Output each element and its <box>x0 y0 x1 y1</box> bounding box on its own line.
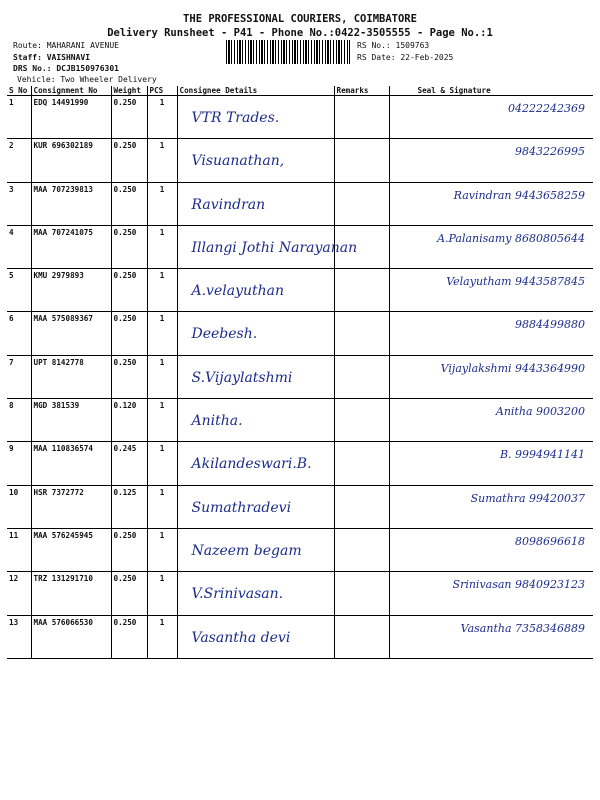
row-weight: 0.250 <box>111 269 147 312</box>
table-row <box>7 96 593 139</box>
row-consignment-no: EDQ 14491990 <box>31 96 111 139</box>
row-pcs: 1 <box>147 442 177 485</box>
row-consignee-cell <box>177 225 358 268</box>
table-row <box>7 139 593 182</box>
table-row <box>7 312 593 355</box>
drs-info: DRS No.: DCJB150976301 <box>13 64 119 73</box>
row-signature-cell <box>389 399 593 442</box>
row-pcs: 1 <box>147 139 177 182</box>
header-weight: Weight <box>111 86 147 96</box>
row-consignee-handwriting: Deebesh. <box>191 326 258 343</box>
row-pcs: 1 <box>147 528 177 571</box>
header-consignee: Consignee Details <box>177 86 334 96</box>
row-consignee-cell <box>177 528 334 571</box>
table-row <box>7 399 593 442</box>
row-signature-handwriting: Vijaylakshmi 9443364990 <box>440 361 585 375</box>
table-header-row <box>7 86 593 96</box>
row-signature-cell <box>389 572 593 615</box>
row-consignee-cell <box>177 139 334 182</box>
row-remarks <box>334 182 389 225</box>
row-remarks <box>334 572 389 615</box>
row-consignee-cell <box>177 182 334 225</box>
row-consignment-no: MAA 707239813 <box>31 182 111 225</box>
row-consignee-cell <box>177 485 334 528</box>
row-signature-cell <box>389 355 593 398</box>
row-pcs: 1 <box>147 485 177 528</box>
row-remarks <box>334 615 389 658</box>
table-row <box>7 355 593 398</box>
row-pcs: 1 <box>147 96 177 139</box>
table-row <box>7 485 593 528</box>
row-sno: 3 <box>7 182 31 225</box>
row-sno: 4 <box>7 225 31 268</box>
runsheet-subtitle: Delivery Runsheet - P41 - Phone No.:0422-3505555 - Page No.:1 <box>107 27 493 39</box>
row-weight: 0.250 <box>111 225 147 268</box>
row-consignee-handwriting: Vasantha devi <box>191 629 291 646</box>
row-consignment-no: UPT 8142778 <box>31 355 111 398</box>
row-consignee-handwriting: Illangi Jothi Narayanan <box>191 239 358 256</box>
row-weight: 0.250 <box>111 528 147 571</box>
header-remarks: Remarks <box>334 86 389 96</box>
row-signature-handwriting: Ravindran 9443658259 <box>453 188 585 202</box>
route-info: Route: MAHARANI AVENUE <box>13 41 119 50</box>
row-consignment-no: MAA 576245945 <box>31 528 111 571</box>
table-row <box>7 442 593 485</box>
row-consignee-handwriting: A.velayuthan <box>191 283 285 300</box>
row-signature-handwriting: 8098696618 <box>515 534 585 548</box>
row-consignee-handwriting: Akilandeswari.B. <box>191 456 312 473</box>
row-consignee-cell <box>177 355 334 398</box>
row-consignment-no: HSR 7372772 <box>31 485 111 528</box>
row-pcs: 1 <box>147 225 177 268</box>
row-weight: 0.250 <box>111 355 147 398</box>
row-consignee-handwriting: Sumathradevi <box>191 499 292 516</box>
row-signature-cell <box>389 269 593 312</box>
row-consignee-cell <box>177 96 334 139</box>
table-row <box>7 269 593 312</box>
row-pcs: 1 <box>147 269 177 312</box>
row-pcs: 1 <box>147 572 177 615</box>
runsheet-table <box>7 86 593 659</box>
row-weight: 0.245 <box>111 442 147 485</box>
row-consignment-no: MGD 381539 <box>31 399 111 442</box>
header-sno: S No <box>7 86 31 96</box>
header-pcs: PCS <box>147 86 177 96</box>
row-signature-handwriting: Srinivasan 9840923123 <box>452 578 585 592</box>
row-consignee-handwriting: Anitha. <box>191 413 243 430</box>
row-consignment-no: MAA 707241075 <box>31 225 111 268</box>
row-pcs: 1 <box>147 355 177 398</box>
row-remarks <box>334 269 389 312</box>
row-weight: 0.250 <box>111 182 147 225</box>
row-remarks <box>334 485 389 528</box>
row-sno: 12 <box>7 572 31 615</box>
row-consignee-cell <box>177 442 334 485</box>
row-pcs: 1 <box>147 312 177 355</box>
row-weight: 0.250 <box>111 572 147 615</box>
header-consignment: Consignment No <box>31 86 111 96</box>
row-consignee-handwriting: V.Srinivasan. <box>191 586 284 603</box>
row-signature-cell <box>389 139 593 182</box>
row-consignee-handwriting: VTR Trades. <box>191 110 280 126</box>
row-weight: 0.250 <box>111 312 147 355</box>
row-consignment-no: KMU 2979893 <box>31 269 111 312</box>
barcode-image <box>226 40 350 64</box>
row-consignee-handwriting: Visuanathan, <box>191 153 285 170</box>
row-sno: 2 <box>7 139 31 182</box>
row-sno: 6 <box>7 312 31 355</box>
row-signature-cell <box>389 225 593 268</box>
vehicle-info: Vehicle: Two Wheeler Delivery <box>17 75 157 84</box>
row-weight: 0.125 <box>111 485 147 528</box>
row-sno: 11 <box>7 528 31 571</box>
rs-number: RS No.: 1509763 <box>357 41 430 50</box>
row-signature-cell <box>389 485 593 528</box>
row-signature-handwriting: A.Palanisamy 8680805644 <box>437 231 585 245</box>
row-remarks <box>334 139 389 182</box>
row-weight: 0.250 <box>111 96 147 139</box>
row-signature-handwriting: 9843226995 <box>515 145 585 159</box>
row-weight: 0.120 <box>111 399 147 442</box>
header-signature: Seal & Signature <box>389 86 593 96</box>
row-signature-handwriting: Vasantha 7358346889 <box>460 621 585 635</box>
row-signature-handwriting: Anitha 9003200 <box>495 405 585 419</box>
row-consignment-no: MAA 576066530 <box>31 615 111 658</box>
table-row <box>7 572 593 615</box>
row-weight: 0.250 <box>111 615 147 658</box>
row-signature-cell <box>389 182 593 225</box>
row-remarks <box>334 225 389 268</box>
staff-info: Staff: VAISHNAVI <box>13 53 91 62</box>
table-row <box>7 528 593 571</box>
row-sno: 7 <box>7 355 31 398</box>
row-sno: 5 <box>7 269 31 312</box>
row-remarks <box>334 312 389 355</box>
row-consignee-cell <box>177 615 334 658</box>
row-consignee-handwriting: Ravindran <box>191 196 266 213</box>
row-signature-handwriting: Velayutham 9443587845 <box>446 275 585 289</box>
row-remarks <box>334 442 389 485</box>
row-consignee-handwriting: S.Vijaylatshmi <box>191 369 293 386</box>
row-pcs: 1 <box>147 399 177 442</box>
row-signature-cell <box>389 96 593 139</box>
row-signature-cell <box>389 615 593 658</box>
row-sno: 1 <box>7 96 31 139</box>
row-consignment-no: KUR 696302189 <box>31 139 111 182</box>
row-signature-handwriting: 9884499880 <box>515 318 585 332</box>
row-signature-cell <box>389 442 593 485</box>
row-sno: 8 <box>7 399 31 442</box>
row-consignee-cell <box>177 572 334 615</box>
row-remarks <box>334 355 389 398</box>
row-consignee-cell <box>177 312 334 355</box>
row-consignee-handwriting: Nazeem begam <box>191 542 302 559</box>
table-row <box>7 615 593 658</box>
row-signature-cell <box>389 312 593 355</box>
row-consignee-cell <box>177 399 334 442</box>
row-consignment-no: MAA 110836574 <box>31 442 111 485</box>
company-title: THE PROFESSIONAL COURIERS, COIMBATORE <box>183 13 417 25</box>
row-weight: 0.250 <box>111 139 147 182</box>
row-pcs: 1 <box>147 615 177 658</box>
row-remarks <box>334 399 389 442</box>
row-sno: 13 <box>7 615 31 658</box>
table-row <box>7 225 593 268</box>
row-consignment-no: MAA 575089367 <box>31 312 111 355</box>
rs-date: RS Date: 22-Feb-2025 <box>357 53 454 62</box>
row-remarks <box>334 528 389 571</box>
row-consignment-no: TRZ 131291710 <box>31 572 111 615</box>
table-row <box>7 182 593 225</box>
row-sno: 10 <box>7 485 31 528</box>
row-remarks <box>334 96 389 139</box>
row-sno: 9 <box>7 442 31 485</box>
row-signature-handwriting: Sumathra 99420037 <box>470 491 585 505</box>
row-consignee-cell <box>177 269 334 312</box>
row-signature-handwriting: 04222242369 <box>508 102 585 115</box>
row-pcs: 1 <box>147 182 177 225</box>
row-signature-cell <box>389 528 593 571</box>
row-signature-handwriting: B. 9994941141 <box>499 448 585 462</box>
